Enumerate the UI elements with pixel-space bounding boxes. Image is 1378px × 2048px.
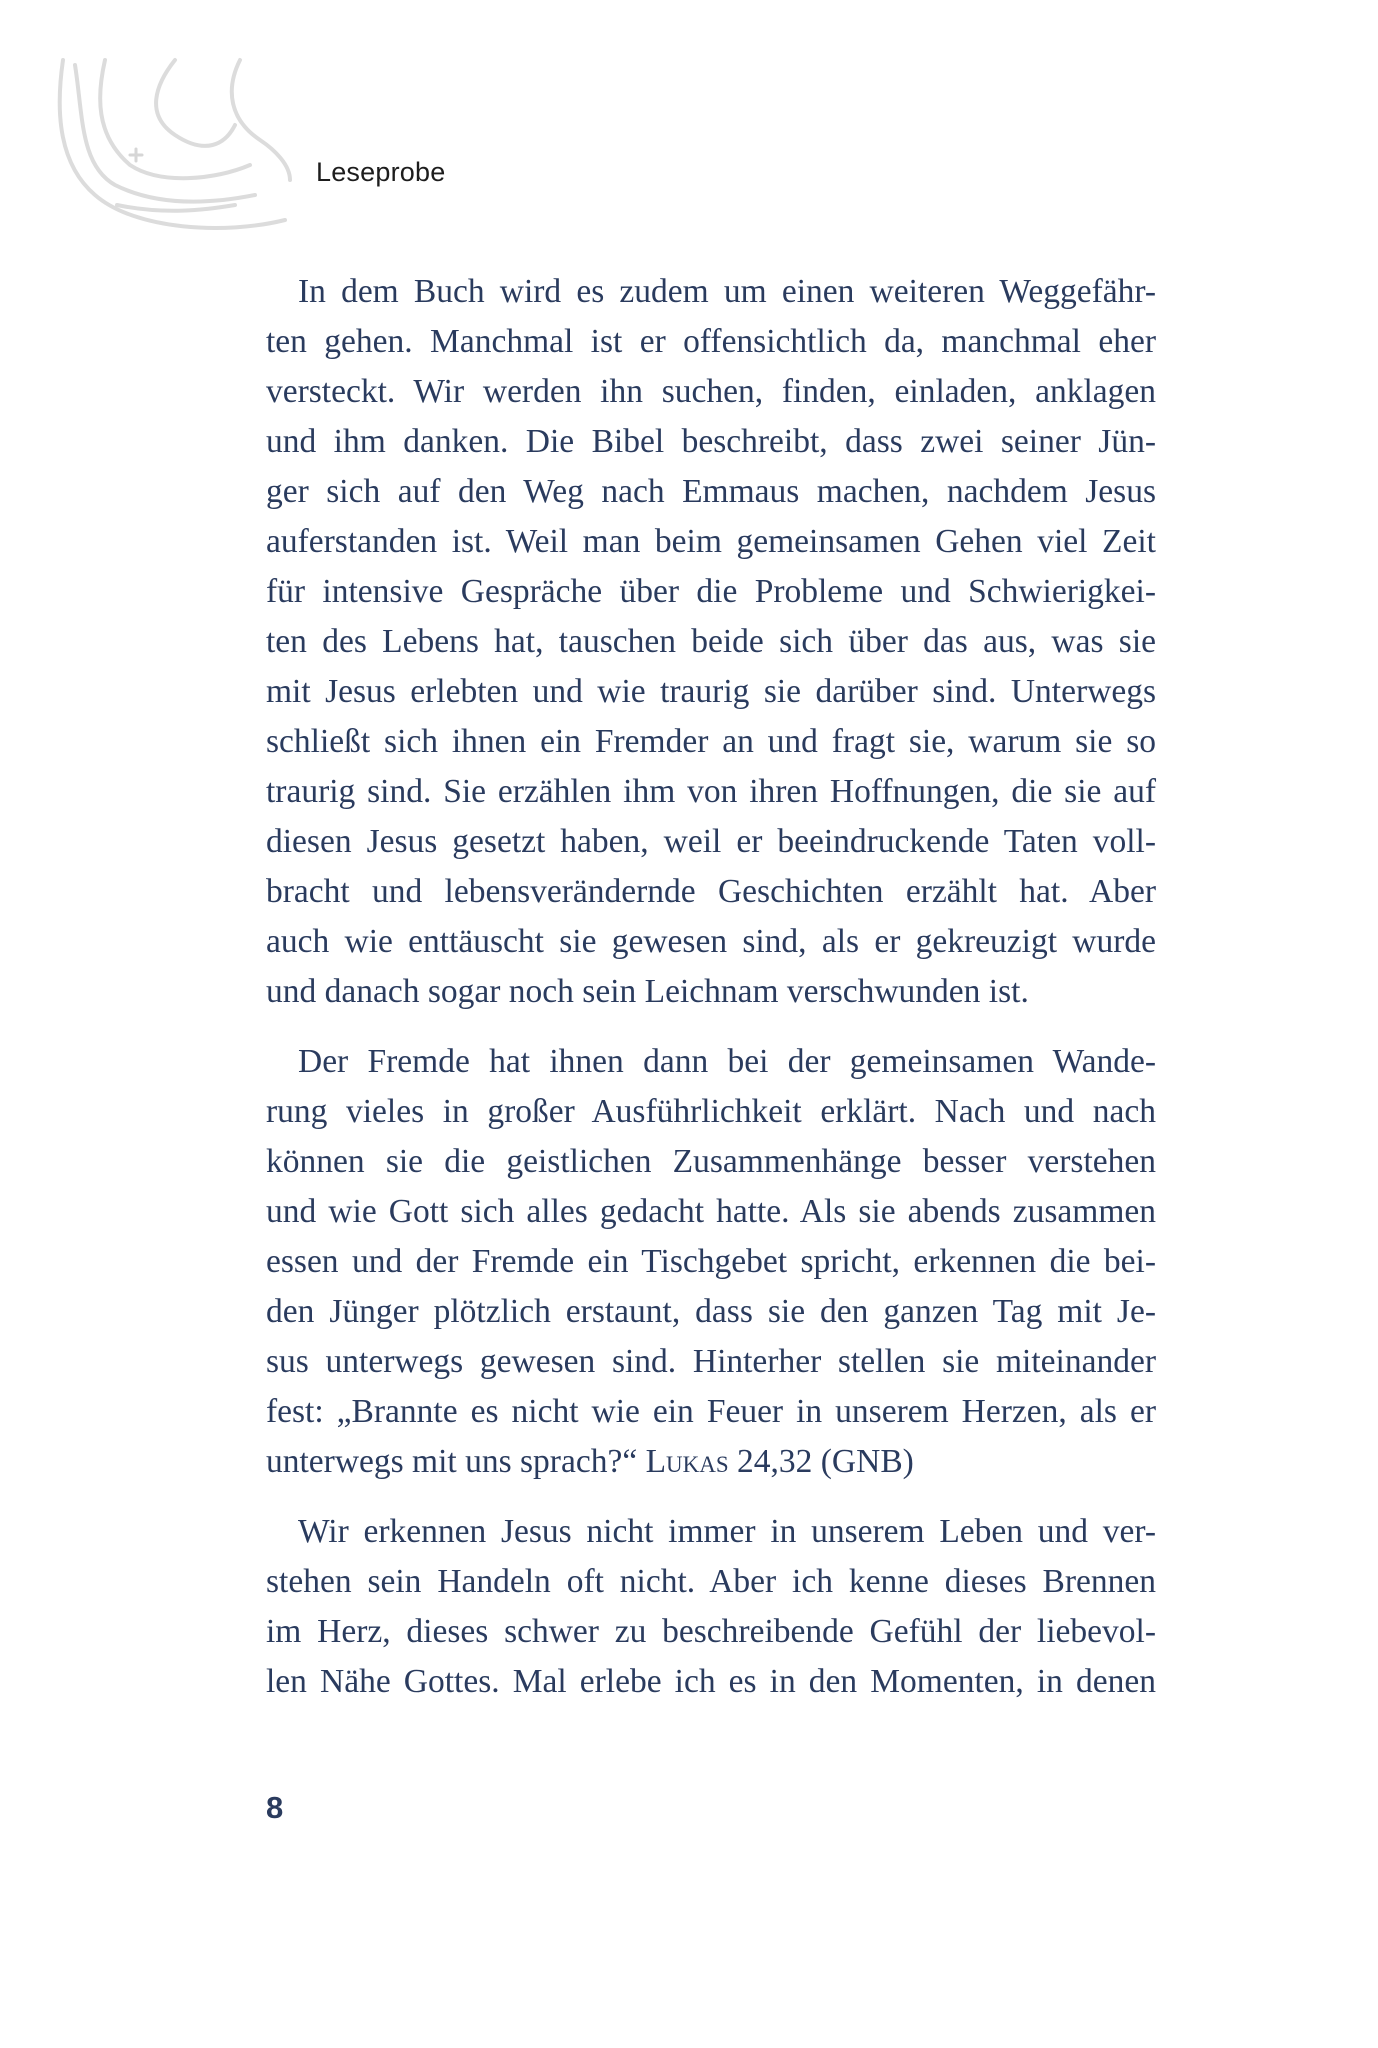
wave-cross-logo-icon <box>55 55 355 245</box>
text-line: fest: „Brannte es nicht wie ein Feuer in unserem Herzen, als er <box>266 1393 1156 1430</box>
text-line: traurig sind. Sie erzählen ihm von ihren Hoffnungen, die sie auf <box>266 773 1156 810</box>
page-number: 8 <box>266 1790 284 1825</box>
text-line: len Nähe Gottes. Mal erlebe ich es in den Momenten, in denen <box>266 1663 1156 1700</box>
text-line: für intensive Gespräche über die Probleme und Schwierigkei- <box>266 573 1156 610</box>
text-line: ger sich auf den Weg nach Emmaus machen, nachdem Jesus <box>266 473 1156 510</box>
text-line-citation <box>266 1437 1156 1487</box>
text-line: auch wie enttäuscht sie gewesen sind, als er gekreuzigt wurde <box>266 923 1156 960</box>
text-line: schließt sich ihnen ein Fremder an und fragt sie, warum sie so <box>266 723 1156 760</box>
paragraph-1 <box>266 267 1156 1017</box>
text-line: versteckt. Wir werden ihn suchen, finden, einladen, anklagen <box>266 373 1156 410</box>
text-line: mit Jesus erlebten und wie traurig sie darüber sind. Unterwegs <box>266 673 1156 710</box>
text-line: den Jünger plötzlich erstaunt, dass sie den ganzen Tag mit Je- <box>266 1293 1156 1330</box>
text-line: ten gehen. Manchmal ist er offensichtlich da, manchmal eher <box>266 323 1156 360</box>
quote-end-text: unterwegs mit uns sprach?“ <box>266 1443 646 1480</box>
body-text <box>266 267 1156 1727</box>
text-line: Wir erkennen Jesus nicht immer in unserem Leben und ver- <box>298 1513 1156 1550</box>
text-line: sus unterwegs gewesen sind. Hinterher stellen sie miteinander <box>266 1343 1156 1380</box>
text-line: stehen sein Handeln oft nicht. Aber ich kenne dieses Brennen <box>266 1563 1156 1600</box>
text-line: im Herz, dieses schwer zu beschreibende Gefühl der liebevol- <box>266 1613 1156 1650</box>
text-line: bracht und lebensverändernde Geschichten erzählt hat. Aber <box>266 873 1156 910</box>
text-line: rung vieles in großer Ausführlichkeit erklärt. Nach und nach <box>266 1093 1156 1130</box>
bible-citation-reference: 24,32 (GNB) <box>728 1443 914 1480</box>
text-line: essen und der Fremde ein Tischgebet spricht, erkennen die bei- <box>266 1243 1156 1280</box>
header-label: Leseprobe <box>316 157 446 187</box>
text-line: Der Fremde hat ihnen dann bei der gemeinsamen Wande- <box>298 1043 1156 1080</box>
text-line: In dem Buch wird es zudem um einen weiteren Weggefähr- <box>298 273 1156 310</box>
text-line: können sie die geistlichen Zusammenhänge besser verstehen <box>266 1143 1156 1180</box>
bible-citation-book: Lukas <box>645 1443 729 1480</box>
paragraph-2 <box>266 1037 1156 1487</box>
text-line: auferstanden ist. Weil man beim gemeinsamen Gehen viel Zeit <box>266 523 1156 560</box>
paragraph-3 <box>266 1507 1156 1707</box>
text-line: diesen Jesus gesetzt haben, weil er beeindruckende Taten voll- <box>266 823 1156 860</box>
text-line: und danach sogar noch sein Leichnam verschwunden ist. <box>266 973 1029 1010</box>
text-line: und ihm danken. Die Bibel beschreibt, dass zwei seiner Jün- <box>266 423 1156 460</box>
text-line: ten des Lebens hat, tauschen beide sich über das aus, was sie <box>266 623 1156 660</box>
text-line: und wie Gott sich alles gedacht hatte. Als sie abends zusammen <box>266 1193 1156 1230</box>
